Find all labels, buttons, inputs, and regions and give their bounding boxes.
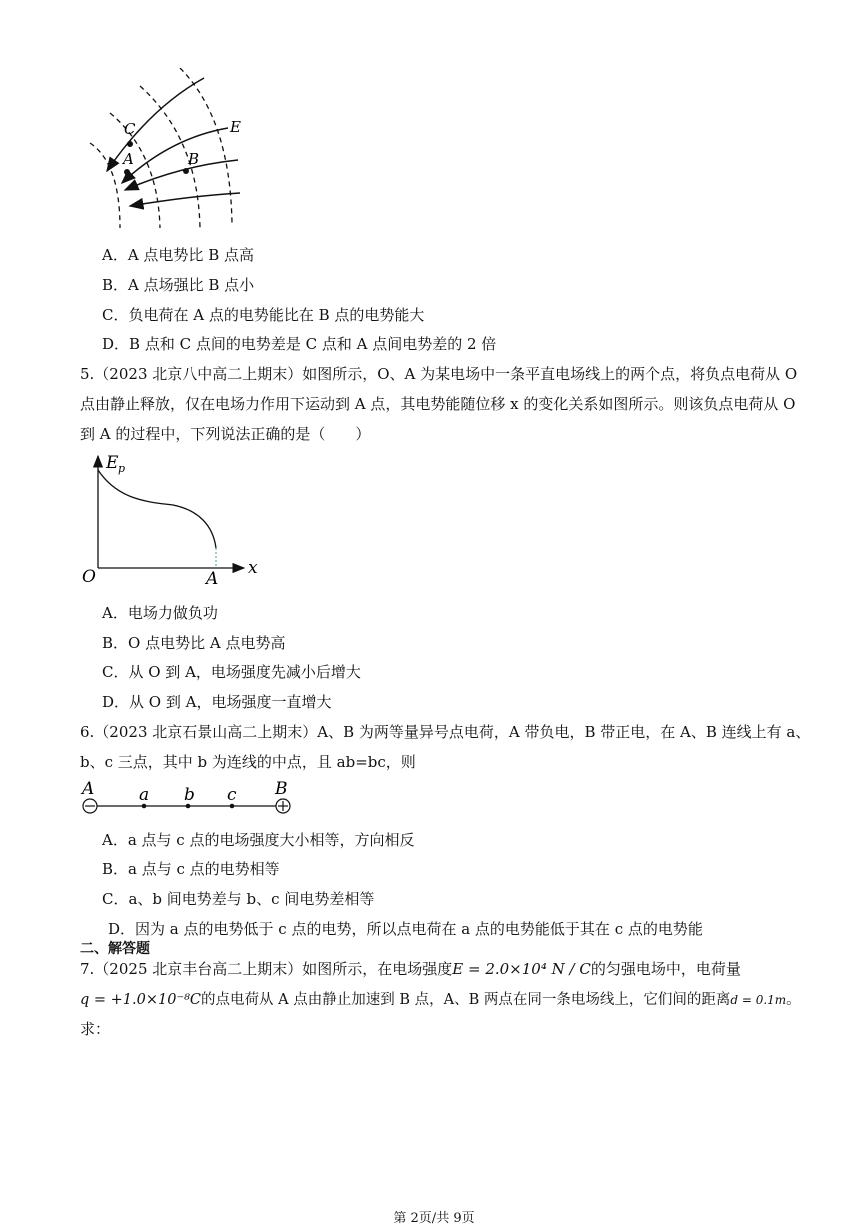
q5-line1: 5.（2023 北京八中高二上期末）如图所示，O、A 为某电场中一条平直电场线上的两个点，将负点电荷从 O (80, 365, 798, 383)
point-b (183, 168, 189, 174)
equipotential-line (90, 143, 120, 228)
page-footer: 第 2页/共 9页 (393, 1211, 475, 1226)
q5-option-c: C．从 O 到 A，电场强度先减小后增大 (102, 663, 361, 681)
label-point-a: a (139, 785, 150, 805)
field-line (122, 128, 228, 183)
label-b: B (188, 150, 200, 168)
label-point-b: b (184, 785, 195, 805)
origin-label: O (82, 567, 96, 587)
q7-line1: 7.（2025 北京丰台高二上期末）如图所示，在电场强度E = 2.0×10⁴ N / C的匀强电场中，电荷量 (80, 960, 741, 978)
q4-option-b: B．A 点场强比 B 点小 (102, 276, 255, 294)
q6-line1: 6.（2023 北京石景山高二上期末）A、B 为两等量异号点电荷，A 带负电，B 带正电，在 A、B 连线上有 a、 (80, 723, 811, 741)
q5-option-b: B．O 点电势比 A 点电势高 (102, 634, 286, 652)
field-line-figure (80, 68, 260, 233)
section-heading: 二、解答题 (80, 941, 150, 957)
label-a: A (123, 150, 134, 168)
q6-option-d: D．因为 a 点的电势低于 c 点的电势，所以点电荷在 a 点的电势能低于其在 c 点的电势能 (108, 920, 703, 938)
point-c (127, 141, 133, 147)
distance-value: d = 0.1m (730, 993, 787, 1007)
label-point-c: c (227, 785, 237, 805)
y-axis-label: E (106, 453, 119, 473)
q7-line2: q = +1.0×10⁻⁸C的点电荷从 A 点由静止加速到 B 点，A、B 两点在同一条电场线上，它们间的距离d = 0.1m。 (80, 992, 801, 1008)
q5-line2: 点由静止释放，仅在电场力作用下运动到 A 点，其电势能随位移 x 的变化关系如图所示。则该负点电荷从 O (80, 395, 796, 413)
label-e: E (230, 118, 241, 136)
field-strength: E = 2.0×10⁴ N / C (452, 960, 591, 978)
ep-x-graph (78, 450, 268, 590)
q4-option-c: C．负电荷在 A 点的电势能比在 B 点的电势能大 (102, 306, 425, 324)
point-a-label: A (206, 569, 219, 589)
q6-option-a: A．a 点与 c 点的电场强度大小相等，方向相反 (102, 831, 415, 849)
q6-option-b: B．a 点与 c 点的电势相等 (102, 860, 280, 878)
field-line (130, 193, 240, 206)
point-a (124, 169, 130, 175)
ep-curve (98, 470, 216, 548)
q5-option-a: A．电场力做负功 (102, 604, 218, 622)
equipotential-line (180, 68, 232, 223)
y-axis-subscript: p (118, 462, 126, 475)
q5-option-d: D．从 O 到 A，电场强度一直增大 (102, 693, 332, 711)
charge-line-figure (78, 778, 298, 818)
q4-option-d: D．B 点和 C 点间的电势差是 C 点和 A 点间电势差的 2 倍 (102, 335, 497, 353)
label-charge-b: B (275, 779, 288, 799)
q6-option-c: C．a、b 间电势差与 b、c 间电势差相等 (102, 890, 375, 908)
field-line (125, 160, 238, 190)
x-axis-label: x (248, 558, 258, 578)
label-charge-a: A (82, 779, 95, 799)
q4-option-a: A．A 点电势比 B 点高 (102, 246, 254, 264)
q5-line3: 到 A 的过程中，下列说法正确的是（ ） (80, 425, 371, 443)
label-c: C (124, 120, 136, 138)
charge-value: q = +1.0×10⁻⁸C (80, 992, 202, 1008)
q7-line3: 求： (80, 1020, 111, 1038)
q6-line2: b、c 三点，其中 b 为连线的中点，且 ab=bc，则 (80, 753, 416, 771)
